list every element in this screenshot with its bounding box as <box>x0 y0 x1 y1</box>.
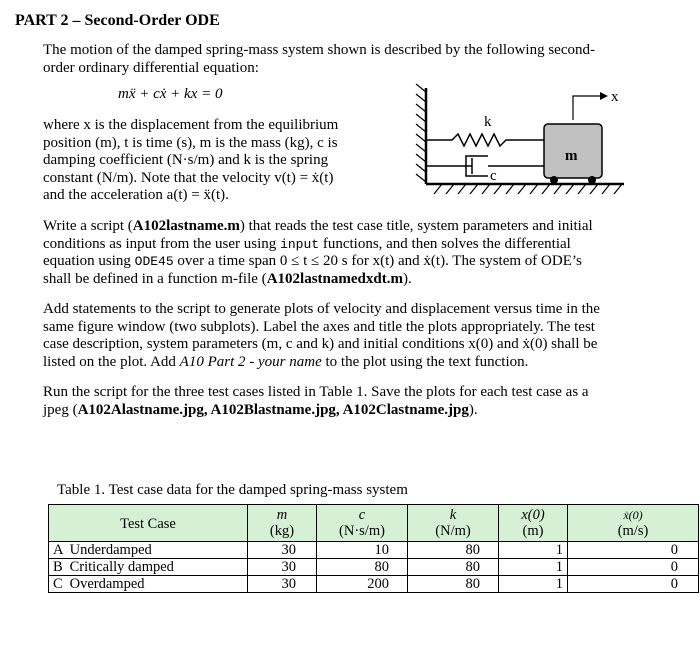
unit-x0: (m) <box>499 523 568 542</box>
header-x0: x(0) <box>499 505 568 524</box>
ground-hatching <box>434 184 622 194</box>
cell-m: 30 <box>248 576 317 593</box>
script-line-3 <box>43 253 643 271</box>
definitions-paragraph <box>43 117 393 205</box>
script-line-1 <box>43 218 643 236</box>
ode-equation: mẍ + cẋ + kx = 0 <box>118 86 223 102</box>
cell-m: 30 <box>248 559 317 576</box>
function-filename: A102lastnamedxdt.m <box>266 270 403 287</box>
cell-k: 80 <box>408 542 499 559</box>
wall-hatching <box>416 84 426 182</box>
code-input: input <box>280 236 320 252</box>
case-cell <box>49 559 248 576</box>
unit-m: (kg) <box>248 523 317 542</box>
code-ode45: ODE45 <box>134 254 174 269</box>
text-span: conditions as input from the user using <box>43 235 281 252</box>
wheel-left <box>550 176 558 184</box>
arrow-head-icon <box>600 92 608 100</box>
plots-line-4 <box>43 354 643 372</box>
cell-x0: 1 <box>499 576 568 593</box>
italic-note: A10 Part 2 - your name <box>179 353 322 370</box>
header-m: m <box>248 505 317 524</box>
header-c: c <box>317 505 408 524</box>
text-span: ). <box>402 270 412 287</box>
spring-mass-diagram <box>404 80 634 205</box>
text-span: ). <box>468 401 478 418</box>
case-name: Underdamped <box>69 542 152 558</box>
definitions-line-5: and the acceleration a(t) = ẍ(t). <box>43 187 229 203</box>
table-row <box>49 576 699 593</box>
cell-m: 30 <box>248 542 317 559</box>
damper-label: c <box>490 168 497 184</box>
test-case-table <box>48 504 699 593</box>
script-line-2 <box>43 236 643 254</box>
script-filename: A102lastname.m <box>132 218 240 234</box>
intro-line-1: The motion of the damped spring-mass system shown is described by the following second- <box>43 42 595 58</box>
case-letter: A <box>53 542 64 558</box>
jpeg-filenames: A102Alastname.jpg, A102Blastname.jpg, A102Clastname.jpg <box>77 401 469 418</box>
mass-label: m <box>565 148 578 164</box>
text-span: shall be defined in a function m-file ( <box>43 270 267 287</box>
intro-paragraph <box>43 42 643 77</box>
case-name: Critically damped <box>69 559 174 575</box>
cell-c: 10 <box>317 542 408 559</box>
displacement-arrow <box>573 96 600 120</box>
text-span: equation using <box>43 253 135 269</box>
cell-c: 200 <box>317 576 408 593</box>
text-span: over a time span 0 ≤ t ≤ 20 s for x(t) and ẋ(t). The system of ODE’s <box>173 253 582 269</box>
axis-x-label: x <box>611 89 619 105</box>
table-caption: Table 1. Test case data for the damped spring-mass system <box>57 482 408 498</box>
damper <box>426 156 544 176</box>
cell-v0: 0 <box>568 542 699 559</box>
table-row <box>49 559 699 576</box>
case-cell <box>49 576 248 593</box>
unit-v0: (m/s) <box>568 523 699 542</box>
cell-x0: 1 <box>499 542 568 559</box>
spring-label: k <box>484 114 492 130</box>
header-v0: ẋ(0) <box>568 505 699 524</box>
run-line-1: Run the script for the three test cases listed in Table 1. Save the plots for each test case as a <box>43 384 589 400</box>
spring <box>426 134 544 146</box>
plots-line-1: Add statements to the script to generate plots of velocity and displacement versus time in the <box>43 301 600 317</box>
text-span: to the plot using the text function. <box>321 353 529 370</box>
intro-line-2: order ordinary differential equation: <box>43 59 259 76</box>
text-span: jpeg ( <box>43 401 78 418</box>
header-test-case: Test Case <box>49 505 248 542</box>
script-paragraph <box>43 218 643 288</box>
plots-line-3: case description, system parameters (m, c and k) and initial conditions x(0) and ẋ(0) shall be <box>43 336 598 352</box>
run-paragraph <box>43 384 643 419</box>
definitions-line-4: constant (N/m). Note that the velocity v(t) = ẋ(t) <box>43 169 334 186</box>
table-header-row <box>49 505 699 524</box>
wheel-right <box>588 176 596 184</box>
text-span: Write a script ( <box>43 218 133 234</box>
section-heading: PART 2 – Second-Order ODE <box>15 12 220 29</box>
script-line-4 <box>43 271 643 289</box>
definitions-line-3: damping coefficient (N·s/m) and k is the spring <box>43 152 329 168</box>
cell-v0: 0 <box>568 576 699 593</box>
text-span: listed on the plot. Add <box>43 353 180 370</box>
plots-line-2: same figure window (two subplots). Label the axes and title the plots appropriately. The test <box>43 318 595 335</box>
plots-paragraph <box>43 301 643 371</box>
text-span: functions, and then solves the differential <box>319 235 571 252</box>
header-k: k <box>408 505 499 524</box>
case-cell <box>49 542 248 559</box>
cell-k: 80 <box>408 559 499 576</box>
cell-c: 80 <box>317 559 408 576</box>
unit-k: (N/m) <box>408 523 499 542</box>
case-letter: B <box>53 559 63 575</box>
cell-k: 80 <box>408 576 499 593</box>
cell-x0: 1 <box>499 559 568 576</box>
definitions-line-2: position (m), t is time (s), m is the mass (kg), c is <box>43 134 338 151</box>
table-row <box>49 542 699 559</box>
definitions-line-1: where x is the displacement from the equilibrium <box>43 117 339 133</box>
unit-c: (N·s/m) <box>317 523 408 542</box>
case-name: Overdamped <box>69 576 145 592</box>
case-letter: C <box>53 576 63 592</box>
run-line-2 <box>43 402 643 420</box>
cell-v0: 0 <box>568 559 699 576</box>
text-span: ) that reads the test case title, system parameters and initial <box>239 218 593 234</box>
